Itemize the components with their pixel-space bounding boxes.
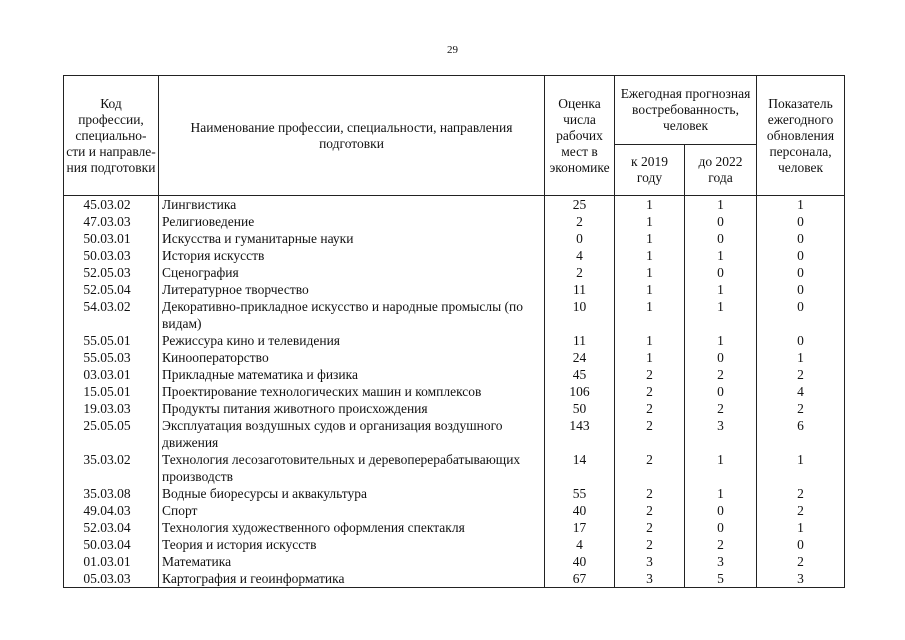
cell-code: 54.03.02 — [64, 298, 159, 332]
cell-jobs: 0 — [545, 230, 615, 247]
cell-jobs: 14 — [545, 451, 615, 485]
cell-name: Литературное творчество — [159, 281, 545, 298]
cell-demand-2019: 1 — [615, 332, 685, 349]
cell-code: 03.03.01 — [64, 366, 159, 383]
cell-demand-2019: 3 — [615, 570, 685, 588]
cell-renewal: 0 — [757, 298, 845, 332]
cell-jobs: 25 — [545, 196, 615, 214]
cell-demand-2022: 5 — [685, 570, 757, 588]
cell-name: Кинооператорство — [159, 349, 545, 366]
cell-renewal: 4 — [757, 383, 845, 400]
cell-demand-2019: 2 — [615, 366, 685, 383]
cell-code: 55.05.01 — [64, 332, 159, 349]
cell-jobs: 143 — [545, 417, 615, 451]
cell-demand-2019: 2 — [615, 485, 685, 502]
cell-demand-2022: 1 — [685, 196, 757, 214]
table-row — [64, 383, 845, 400]
cell-code: 19.03.03 — [64, 400, 159, 417]
table-row — [64, 485, 845, 502]
cell-name: Водные биоресурсы и аквакультура — [159, 485, 545, 502]
cell-demand-2022: 3 — [685, 417, 757, 451]
cell-name: Продукты питания животного происхождения — [159, 400, 545, 417]
cell-name: Прикладные математика и физика — [159, 366, 545, 383]
header-year-2022: до 2022 года — [685, 145, 757, 196]
cell-demand-2022: 2 — [685, 366, 757, 383]
cell-name: Декоративно-прикладное искусство и народные промыслы (по видам) — [159, 298, 545, 332]
table-row — [64, 230, 845, 247]
cell-name: История искусств — [159, 247, 545, 264]
cell-renewal: 1 — [757, 451, 845, 485]
cell-demand-2019: 2 — [615, 400, 685, 417]
cell-demand-2022: 0 — [685, 264, 757, 281]
cell-name: Проектирование технологических машин и комплексов — [159, 383, 545, 400]
cell-jobs: 4 — [545, 247, 615, 264]
cell-demand-2022: 1 — [685, 332, 757, 349]
table-row — [64, 553, 845, 570]
cell-demand-2022: 0 — [685, 230, 757, 247]
cell-jobs: 11 — [545, 332, 615, 349]
cell-jobs: 2 — [545, 264, 615, 281]
cell-renewal: 0 — [757, 536, 845, 553]
cell-jobs: 10 — [545, 298, 615, 332]
table-row — [64, 451, 845, 485]
cell-demand-2019: 1 — [615, 349, 685, 366]
cell-renewal: 2 — [757, 502, 845, 519]
table-row — [64, 196, 845, 214]
table-row — [64, 570, 845, 588]
page-number: 29 — [447, 44, 458, 56]
header-jobs: Оценка числа рабочих мест в экономике — [545, 76, 615, 196]
cell-jobs: 67 — [545, 570, 615, 588]
cell-code: 05.03.03 — [64, 570, 159, 588]
table-row — [64, 519, 845, 536]
cell-demand-2022: 2 — [685, 536, 757, 553]
cell-renewal: 0 — [757, 230, 845, 247]
cell-name: Технология лесозаготовительных и деревоперерабатывающих производств — [159, 451, 545, 485]
cell-code: 15.05.01 — [64, 383, 159, 400]
cell-jobs: 40 — [545, 502, 615, 519]
cell-demand-2019: 2 — [615, 519, 685, 536]
cell-renewal: 6 — [757, 417, 845, 451]
table-row — [64, 213, 845, 230]
cell-code: 35.03.02 — [64, 451, 159, 485]
table-row — [64, 417, 845, 451]
cell-demand-2019: 1 — [615, 213, 685, 230]
cell-demand-2019: 2 — [615, 417, 685, 451]
cell-renewal: 0 — [757, 213, 845, 230]
cell-demand-2022: 0 — [685, 383, 757, 400]
cell-code: 25.05.05 — [64, 417, 159, 451]
cell-code: 45.03.02 — [64, 196, 159, 214]
cell-code: 50.03.01 — [64, 230, 159, 247]
cell-renewal: 0 — [757, 264, 845, 281]
cell-renewal: 2 — [757, 366, 845, 383]
cell-name: Сценография — [159, 264, 545, 281]
table-row — [64, 332, 845, 349]
cell-name: Искусства и гуманитарные науки — [159, 230, 545, 247]
cell-demand-2019: 1 — [615, 196, 685, 214]
cell-jobs: 11 — [545, 281, 615, 298]
cell-demand-2022: 0 — [685, 519, 757, 536]
cell-demand-2022: 2 — [685, 400, 757, 417]
cell-demand-2019: 3 — [615, 553, 685, 570]
table-row — [64, 366, 845, 383]
cell-demand-2019: 2 — [615, 451, 685, 485]
table-header — [64, 76, 845, 196]
header-year-2019: к 2019 году — [615, 145, 685, 196]
cell-jobs: 50 — [545, 400, 615, 417]
table-body — [64, 196, 845, 588]
cell-name: Картография и геоинформатика — [159, 570, 545, 588]
cell-renewal: 0 — [757, 281, 845, 298]
cell-code: 50.03.03 — [64, 247, 159, 264]
table-row — [64, 502, 845, 519]
cell-demand-2019: 2 — [615, 536, 685, 553]
table-row — [64, 264, 845, 281]
table-row — [64, 536, 845, 553]
cell-demand-2019: 1 — [615, 230, 685, 247]
cell-code: 49.04.03 — [64, 502, 159, 519]
cell-demand-2022: 3 — [685, 553, 757, 570]
cell-jobs: 45 — [545, 366, 615, 383]
table-row — [64, 247, 845, 264]
cell-name: Спорт — [159, 502, 545, 519]
cell-demand-2019: 1 — [615, 247, 685, 264]
cell-code: 52.05.04 — [64, 281, 159, 298]
header-demand: Ежегодная прогнозная востребованность, человек — [615, 76, 757, 145]
header-name: Наименование профессии, специальности, направления подготовки — [159, 76, 545, 196]
cell-renewal: 1 — [757, 519, 845, 536]
cell-jobs: 17 — [545, 519, 615, 536]
cell-code: 01.03.01 — [64, 553, 159, 570]
cell-code: 52.05.03 — [64, 264, 159, 281]
cell-jobs: 40 — [545, 553, 615, 570]
cell-jobs: 24 — [545, 349, 615, 366]
cell-demand-2019: 1 — [615, 264, 685, 281]
cell-demand-2019: 1 — [615, 298, 685, 332]
cell-name: Технология художественного оформления спектакля — [159, 519, 545, 536]
cell-renewal: 1 — [757, 349, 845, 366]
cell-renewal: 2 — [757, 553, 845, 570]
cell-demand-2022: 1 — [685, 451, 757, 485]
cell-code: 50.03.04 — [64, 536, 159, 553]
cell-demand-2022: 1 — [685, 281, 757, 298]
cell-demand-2022: 1 — [685, 485, 757, 502]
cell-name: Теория и история искусств — [159, 536, 545, 553]
cell-demand-2019: 1 — [615, 281, 685, 298]
cell-code: 35.03.08 — [64, 485, 159, 502]
table-row — [64, 400, 845, 417]
cell-jobs: 106 — [545, 383, 615, 400]
cell-renewal: 0 — [757, 332, 845, 349]
cell-name: Религиоведение — [159, 213, 545, 230]
cell-renewal: 2 — [757, 400, 845, 417]
professions-table — [63, 75, 845, 588]
cell-name: Эксплуатация воздушных судов и организация воздушного движения — [159, 417, 545, 451]
cell-code: 47.03.03 — [64, 213, 159, 230]
cell-code: 52.03.04 — [64, 519, 159, 536]
cell-renewal: 0 — [757, 247, 845, 264]
cell-name: Лингвистика — [159, 196, 545, 214]
cell-demand-2022: 1 — [685, 247, 757, 264]
cell-demand-2022: 0 — [685, 349, 757, 366]
cell-code: 55.05.03 — [64, 349, 159, 366]
table-row — [64, 298, 845, 332]
cell-renewal: 2 — [757, 485, 845, 502]
cell-name: Режиссура кино и телевидения — [159, 332, 545, 349]
table-row — [64, 281, 845, 298]
cell-demand-2019: 2 — [615, 383, 685, 400]
cell-name: Математика — [159, 553, 545, 570]
cell-demand-2022: 1 — [685, 298, 757, 332]
cell-jobs: 2 — [545, 213, 615, 230]
cell-demand-2022: 0 — [685, 502, 757, 519]
cell-jobs: 55 — [545, 485, 615, 502]
cell-jobs: 4 — [545, 536, 615, 553]
cell-renewal: 3 — [757, 570, 845, 588]
cell-demand-2019: 2 — [615, 502, 685, 519]
cell-renewal: 1 — [757, 196, 845, 214]
cell-demand-2022: 0 — [685, 213, 757, 230]
header-code: Код профессии, специально-сти и направле-ния подготовки — [64, 76, 159, 196]
header-renewal: Показатель ежегодного обновления персонала, человек — [757, 76, 845, 196]
table-row — [64, 349, 845, 366]
